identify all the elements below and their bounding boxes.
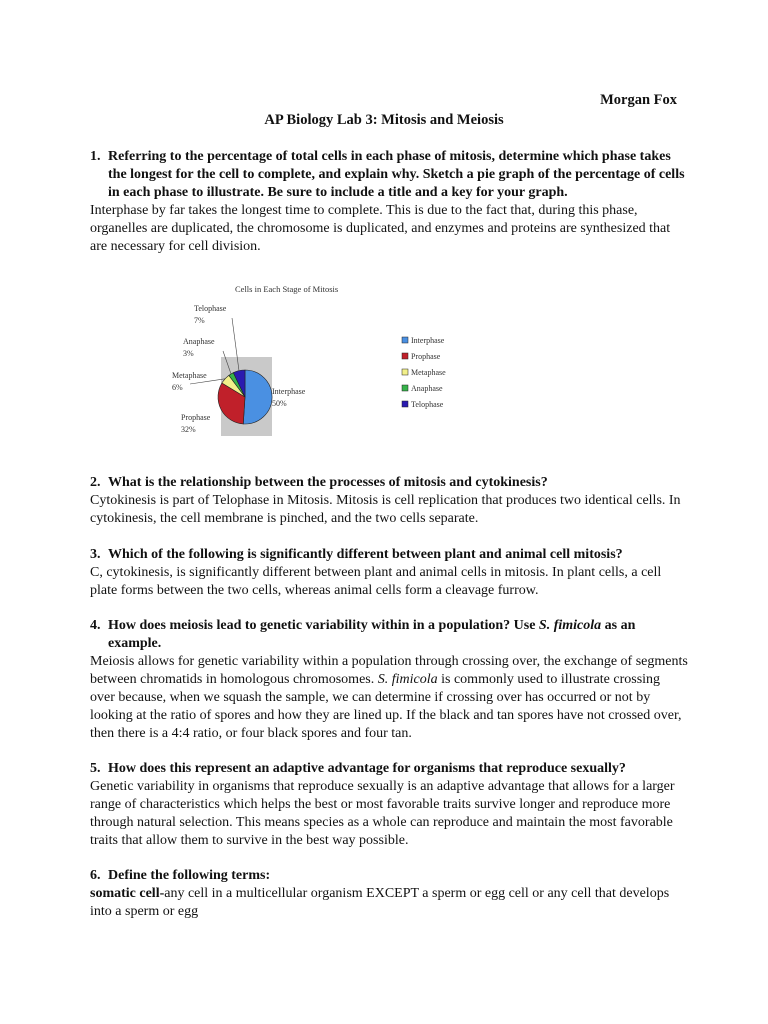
legend-swatch-anaphase	[402, 385, 408, 391]
question-1-text: Referring to the percentage of total cells in each phase of mitosis, determine which phase takes the longest for the cell to complete, and explain why. Sketch a pie graph of the percentage of cells in each phase to illustrate. Be sure to include a title and a key for your graph.	[108, 149, 685, 200]
question-3-number: 3.	[90, 547, 101, 562]
question-6-text: Define the following terms:	[108, 868, 271, 883]
question-4	[90, 617, 688, 653]
slice-value-metaphase: 6%	[172, 383, 183, 392]
slice-value-interphase: 50%	[272, 399, 287, 408]
question-5	[90, 760, 688, 778]
answer-3: C, cytokinesis, is significantly different between plant and animal cells in mitosis. In plant cells, a cell plate forms between the two cells, whereas animal cells form a cleavage furrow.	[90, 565, 662, 598]
legend-swatch-prophase	[402, 353, 408, 359]
pie-slices	[218, 370, 272, 424]
question-4-number: 4.	[90, 618, 101, 633]
document-title: AP Biology Lab 3: Mitosis and Meiosis	[264, 112, 504, 128]
answer-4-text: Meiosis allows for genetic variability within a population through crossing over, the exchange of segments between chromatids in homologous chromosomes.	[90, 654, 688, 687]
legend-label-anaphase: Anaphase	[411, 384, 443, 393]
question-2-text: What is the relationship between the processes of mitosis and cytokinesis?	[108, 475, 548, 490]
question-3-text: Which of the following is significantly different between plant and animal cell mitosis?	[108, 547, 623, 562]
chart-legend	[402, 336, 446, 409]
answer-2: Cytokinesis is part of Telophase in Mitosis. Mitosis is cell replication that produces two identical cells. In cytokinesis, the cell membrane is pinched, and the two cells separate.	[90, 493, 681, 526]
question-4-block	[90, 617, 688, 743]
question-1-block	[90, 148, 688, 256]
answer-4-text-end: is commonly used to illustrate crossing over because, when we squash the sample, we can determine if crossing over has occurred or not by looking at the ratio of spores and how they are lined up. If the black and tan spores have not crossed over, then there is a 4:4 ratio, or four black spores and four tan.	[90, 672, 682, 741]
slice-label-interphase: Interphase	[272, 387, 306, 396]
question-4-text-end: as an example.	[108, 618, 636, 651]
legend-label-telophase: Telophase	[411, 400, 444, 409]
question-5-text: How does this represent an adaptive advantage for organisms that reproduce sexually?	[108, 761, 626, 776]
question-2	[90, 474, 688, 492]
answer-4	[90, 653, 688, 743]
question-4-text: How does meiosis lead to genetic variability within in a population? Use	[108, 618, 539, 633]
definition-somatic-cell	[90, 885, 688, 921]
question-4-species: S. fimicola	[538, 618, 602, 633]
question-6	[90, 867, 688, 885]
legend-swatch-telophase	[402, 401, 408, 407]
question-5-number: 5.	[90, 761, 101, 776]
slice-label-anaphase: Anaphase	[183, 337, 215, 346]
question-2-block	[90, 474, 688, 528]
legend-label-metaphase: Metaphase	[411, 368, 446, 377]
definition-text: any cell in a multicellular organism EXCEPT a sperm or egg cell or any cell that develops into a sperm or egg	[90, 886, 670, 919]
question-6-number: 6.	[90, 868, 101, 883]
legend-label-interphase: Interphase	[411, 336, 445, 345]
slice-value-anaphase: 3%	[183, 349, 194, 358]
legend-label-prophase: Prophase	[411, 352, 441, 361]
chart-title: Cells in Each Stage of Mitosis	[235, 284, 339, 294]
legend-swatch-interphase	[402, 337, 408, 343]
answer-4-species: S. fimicola	[377, 672, 438, 687]
question-3	[90, 546, 688, 564]
question-5-block	[90, 760, 688, 850]
slice-label-metaphase: Metaphase	[172, 371, 207, 380]
answer-5: Genetic variability in organisms that reproduce sexually is an adaptive advantage that allows for a larger range of characteristics which helps the best or most favorable traits survive longer and reproduce more through natural selection. This means species as a whole can reproduce and maintain the most favorable traits that allow them to survive in the best way possible.	[90, 779, 675, 848]
question-3-block	[90, 546, 688, 600]
question-6-block	[90, 867, 688, 921]
answer-1: Interphase by far takes the longest time to complete. This is due to the fact that, during this phase, organelles are duplicated, the chromosome is duplicated, and enzymes and proteins are synthesized that are necessary for cell division.	[90, 203, 671, 254]
pie-chart	[170, 280, 470, 445]
slice-label-prophase: Prophase	[181, 413, 211, 422]
question-2-number: 2.	[90, 475, 101, 490]
term-somatic-cell: somatic cell-	[90, 886, 165, 901]
legend-swatch-metaphase	[402, 369, 408, 375]
question-1-number: 1.	[90, 149, 101, 164]
author-name: Morgan Fox	[600, 92, 677, 108]
slice-value-telophase: 7%	[194, 316, 205, 325]
question-1	[90, 148, 688, 202]
slice-value-prophase: 32%	[181, 425, 196, 434]
slice-label-telophase: Telophase	[194, 304, 227, 313]
